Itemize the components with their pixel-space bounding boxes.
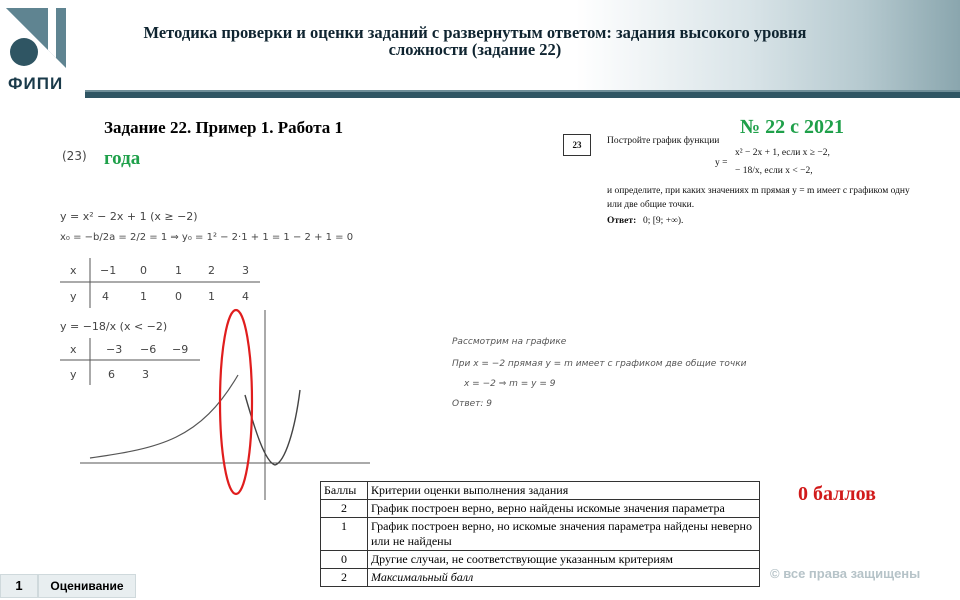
t2-y-1: 6	[108, 368, 115, 381]
fipi-logo	[0, 0, 85, 110]
t1-y-2: 1	[140, 290, 147, 303]
solution-line-3: x = −2 ⇒ m = y = 9	[464, 379, 556, 389]
answer-value: 0; [9; +∞).	[643, 216, 684, 226]
solution-line-4: Ответ: 9	[452, 399, 493, 409]
criteria-table	[320, 481, 760, 587]
row-points: 2	[321, 569, 368, 587]
t1-x-5: 3	[242, 264, 249, 277]
solution-line-2: При x = −2 прямая y = m имеет с графиком две общие точки	[452, 359, 747, 369]
t1-y-3: 0	[175, 290, 182, 303]
header-stripe	[85, 92, 960, 98]
page-title: Методика проверки и оценки заданий с развернутым ответом: задания высокого уровня сложности (задание 22)	[143, 23, 807, 59]
row-criterion: График построен верно, но искомые значения параметра найдены неверно или не найдены	[368, 518, 760, 551]
criteria-header-row	[321, 482, 760, 500]
task-text-3: или две общие точки.	[607, 200, 695, 210]
task-number: 23	[563, 134, 591, 156]
table-row	[321, 518, 760, 551]
hand-table-2-values	[70, 343, 188, 381]
header-points: Баллы	[321, 482, 368, 500]
table-row	[321, 500, 760, 518]
hand-line-1: y = x² − 2x + 1 (x ≥ −2)	[60, 210, 198, 223]
hand-line-3: y = −18/x (x < −2)	[60, 320, 168, 333]
task-statement	[563, 134, 913, 234]
score-label: 0 баллов	[798, 483, 876, 505]
hand-table-1-values	[70, 264, 249, 303]
row-points: 1	[321, 518, 368, 551]
t2-x-1: −3	[106, 343, 123, 356]
hand-task-number: (23)	[62, 149, 87, 163]
t1-x-3: 1	[175, 264, 182, 277]
task-y-eq: y =	[715, 158, 728, 168]
task-piece-1: x² − 2x + 1, если x ≥ −2,	[735, 148, 830, 158]
t1-y-0: y	[70, 290, 77, 303]
row-criterion: Другие случаи, не соответствующие указанным критериям	[368, 551, 760, 569]
row-points: 2	[321, 500, 368, 518]
table-row	[321, 569, 760, 587]
t1-y-4: 1	[208, 290, 215, 303]
table-row	[321, 551, 760, 569]
row-criterion: Максимальный балл	[368, 569, 760, 587]
t2-x-3: −9	[172, 343, 189, 356]
task-piece-2: − 18/x, если x < −2,	[735, 166, 813, 176]
t1-x-1: −1	[100, 264, 117, 277]
t2-x-2: −6	[140, 343, 157, 356]
row-points: 0	[321, 551, 368, 569]
student-solution	[448, 333, 808, 418]
copyright-notice: © все права защищены	[770, 566, 921, 581]
t2-y-2: 3	[142, 368, 149, 381]
year-heading: № 22 с 2021	[740, 116, 844, 138]
t1-x-0: x	[70, 264, 77, 277]
answer-label: Ответ:	[607, 216, 637, 226]
t2-x-0: x	[70, 343, 77, 356]
t2-y-0: y	[70, 368, 77, 381]
header-criteria: Критерии оценки выполнения задания	[368, 482, 760, 500]
solution-line-1: Рассмотрим на графике	[452, 337, 567, 347]
fipi-logo-icon	[6, 8, 66, 68]
student-handwriting-scan	[50, 140, 440, 510]
task-text-1: Постройте график функции	[607, 136, 720, 146]
hand-table-1	[60, 258, 260, 308]
task-heading: Задание 22. Пример 1. Работа 1	[104, 118, 344, 137]
t1-x-2: 0	[140, 264, 147, 277]
t1-y-1: 4	[102, 290, 109, 303]
logo-text: ФИПИ	[8, 74, 64, 93]
task-text-2: и определите, при каких значениях m прямая y = m имеет с графиком одну	[607, 186, 910, 196]
hand-graph-hyperbola	[90, 375, 238, 458]
t1-y-5: 4	[242, 290, 249, 303]
hand-line-2: x₀ = −b/2a = 2/2 = 1 ⇒ y₀ = 1² − 2·1 + 1 = 1 − 2 + 1 = 0	[60, 232, 354, 243]
t1-x-4: 2	[208, 264, 215, 277]
hand-graph-parabola	[245, 390, 300, 465]
page-number: 1	[0, 574, 38, 598]
year-heading-continuation: года	[104, 148, 141, 169]
row-criterion: График построен верно, верно найдены искомые значения параметра	[368, 500, 760, 518]
section-label[interactable]: Оценивание	[38, 574, 136, 598]
